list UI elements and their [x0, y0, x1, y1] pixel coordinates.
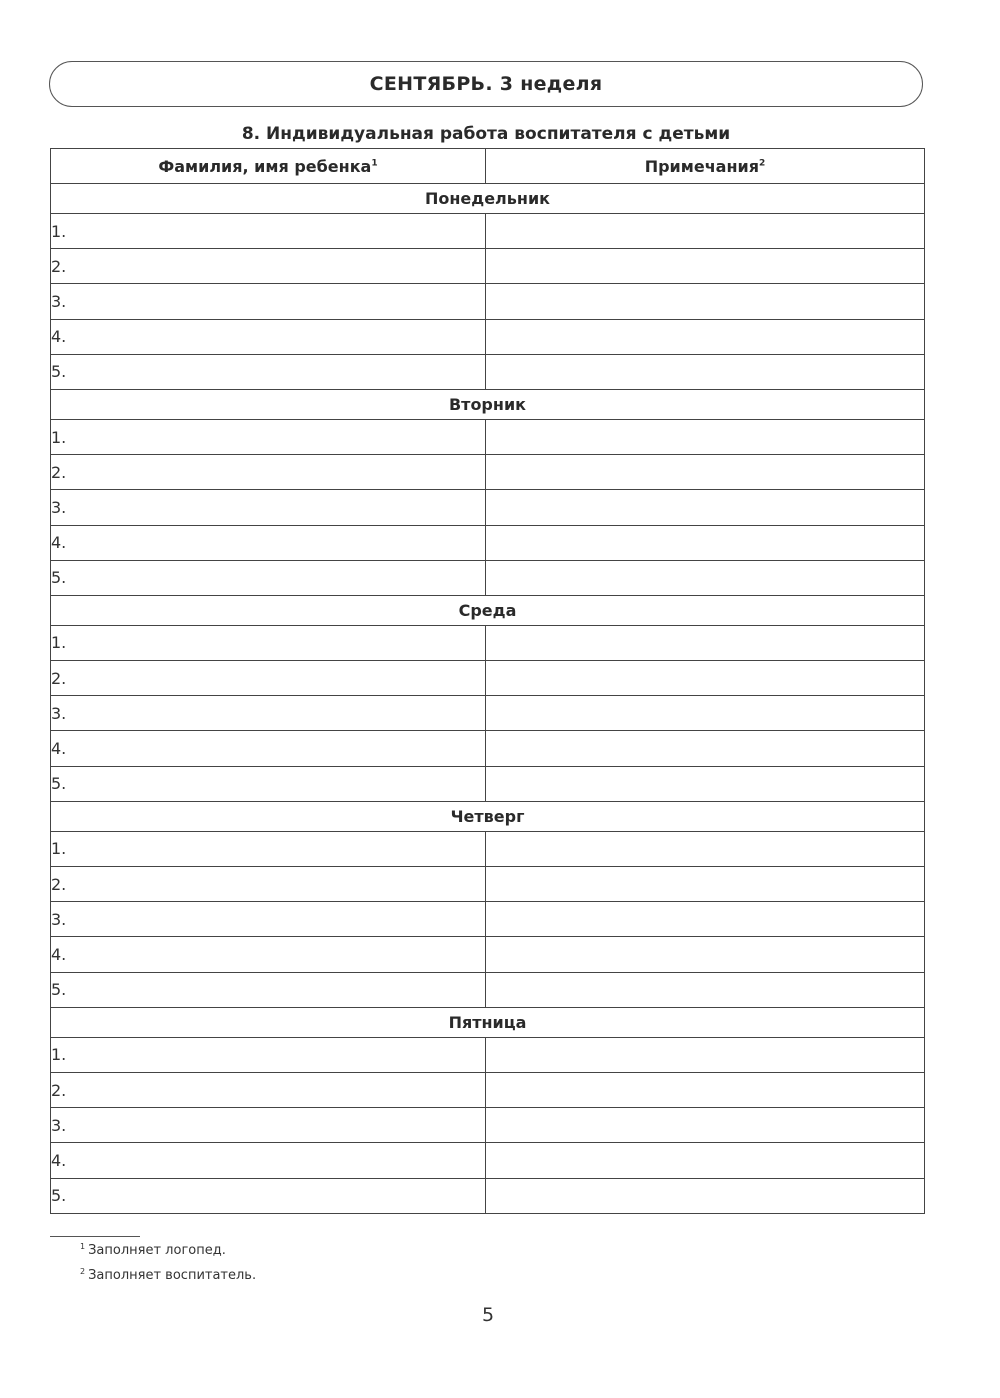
notes-cell[interactable] — [486, 1108, 925, 1143]
notes-cell[interactable] — [486, 249, 925, 284]
footnote-mark: 2 — [80, 1266, 86, 1276]
table-row — [51, 972, 925, 1007]
footnote-mark: 1 — [371, 158, 378, 169]
child-name-cell[interactable]: 5. — [51, 766, 486, 801]
table-row — [51, 284, 925, 319]
notes-cell[interactable] — [486, 319, 925, 354]
notes-cell[interactable] — [486, 625, 925, 660]
day-row — [51, 389, 925, 419]
day-label: Пятница — [51, 1007, 925, 1037]
notes-cell[interactable] — [486, 525, 925, 560]
table-row — [51, 937, 925, 972]
page-title: СЕНТЯБРЬ. 3 неделя — [369, 73, 603, 95]
child-name-cell[interactable]: 1. — [51, 1037, 486, 1072]
table-row — [51, 249, 925, 284]
page-number: 5 — [481, 1304, 495, 1326]
table-row — [51, 214, 925, 249]
table-row — [51, 625, 925, 660]
table-row — [51, 1108, 925, 1143]
child-name-cell[interactable]: 5. — [51, 560, 486, 595]
table-row — [51, 525, 925, 560]
day-row — [51, 1007, 925, 1037]
footnote-divider — [50, 1236, 140, 1237]
notes-cell[interactable] — [486, 902, 925, 937]
child-name-cell[interactable]: 5. — [51, 1178, 486, 1213]
table-row — [51, 867, 925, 902]
day-row — [51, 184, 925, 214]
notes-cell[interactable] — [486, 766, 925, 801]
footnote-text: Заполняет логопед. — [88, 1243, 226, 1258]
table-row — [51, 319, 925, 354]
table-row — [51, 831, 925, 866]
child-name-cell[interactable]: 1. — [51, 831, 486, 866]
notes-cell[interactable] — [486, 1143, 925, 1178]
table-row — [51, 354, 925, 389]
child-name-cell[interactable]: 3. — [51, 284, 486, 319]
table-row — [51, 902, 925, 937]
child-name-cell[interactable]: 2. — [51, 455, 486, 490]
child-name-cell[interactable]: 4. — [51, 937, 486, 972]
notes-cell[interactable] — [486, 661, 925, 696]
day-label: Среда — [51, 595, 925, 625]
child-name-cell[interactable]: 2. — [51, 867, 486, 902]
child-name-cell[interactable]: 1. — [51, 214, 486, 249]
day-row — [51, 801, 925, 831]
table-row — [51, 766, 925, 801]
child-name-cell[interactable]: 4. — [51, 525, 486, 560]
table-row — [51, 1072, 925, 1107]
column-header-notes — [486, 149, 925, 184]
table-row — [51, 661, 925, 696]
child-name-cell[interactable]: 3. — [51, 1108, 486, 1143]
child-name-cell[interactable]: 2. — [51, 249, 486, 284]
table-row — [51, 696, 925, 731]
section-title: 8. Индивидуальная работа воспитателя с детьми — [241, 124, 731, 144]
notes-cell[interactable] — [486, 560, 925, 595]
notes-cell[interactable] — [486, 972, 925, 1007]
notes-cell[interactable] — [486, 731, 925, 766]
table-row — [51, 1143, 925, 1178]
table-row — [51, 560, 925, 595]
child-name-cell[interactable]: 2. — [51, 661, 486, 696]
footnote — [80, 1268, 256, 1283]
notes-cell[interactable] — [486, 455, 925, 490]
table-row — [51, 1178, 925, 1213]
column-header-child-name — [51, 149, 486, 184]
day-label: Четверг — [51, 801, 925, 831]
day-label: Вторник — [51, 389, 925, 419]
table-row — [51, 419, 925, 454]
notes-cell[interactable] — [486, 867, 925, 902]
notes-cell[interactable] — [486, 284, 925, 319]
notes-cell[interactable] — [486, 696, 925, 731]
child-name-cell[interactable]: 3. — [51, 696, 486, 731]
child-name-cell[interactable]: 5. — [51, 972, 486, 1007]
notes-cell[interactable] — [486, 1178, 925, 1213]
notes-cell[interactable] — [486, 490, 925, 525]
day-label: Понедельник — [51, 184, 925, 214]
header-banner — [49, 61, 923, 107]
table-header-row — [51, 149, 925, 184]
notes-cell[interactable] — [486, 419, 925, 454]
child-name-cell[interactable]: 4. — [51, 319, 486, 354]
work-table — [50, 148, 925, 1214]
footnote-text: Заполняет воспитатель. — [88, 1268, 257, 1283]
child-name-cell[interactable]: 5. — [51, 354, 486, 389]
footnote-mark: 1 — [80, 1241, 86, 1251]
column-header-notes-label: Примечания — [644, 156, 760, 176]
column-header-child-name-label: Фамилия, имя ребенка — [158, 156, 372, 176]
child-name-cell[interactable]: 3. — [51, 902, 486, 937]
day-row — [51, 595, 925, 625]
table-row — [51, 455, 925, 490]
child-name-cell[interactable]: 1. — [51, 419, 486, 454]
notes-cell[interactable] — [486, 214, 925, 249]
notes-cell[interactable] — [486, 1037, 925, 1072]
table-row — [51, 1037, 925, 1072]
child-name-cell[interactable]: 3. — [51, 490, 486, 525]
child-name-cell[interactable]: 2. — [51, 1072, 486, 1107]
child-name-cell[interactable]: 1. — [51, 625, 486, 660]
notes-cell[interactable] — [486, 1072, 925, 1107]
notes-cell[interactable] — [486, 354, 925, 389]
child-name-cell[interactable]: 4. — [51, 731, 486, 766]
footnote-mark: 2 — [759, 158, 766, 169]
notes-cell[interactable] — [486, 831, 925, 866]
table-row — [51, 490, 925, 525]
notes-cell[interactable] — [486, 937, 925, 972]
child-name-cell[interactable]: 4. — [51, 1143, 486, 1178]
footnote — [80, 1243, 226, 1258]
table-row — [51, 731, 925, 766]
table-body — [51, 184, 925, 1214]
